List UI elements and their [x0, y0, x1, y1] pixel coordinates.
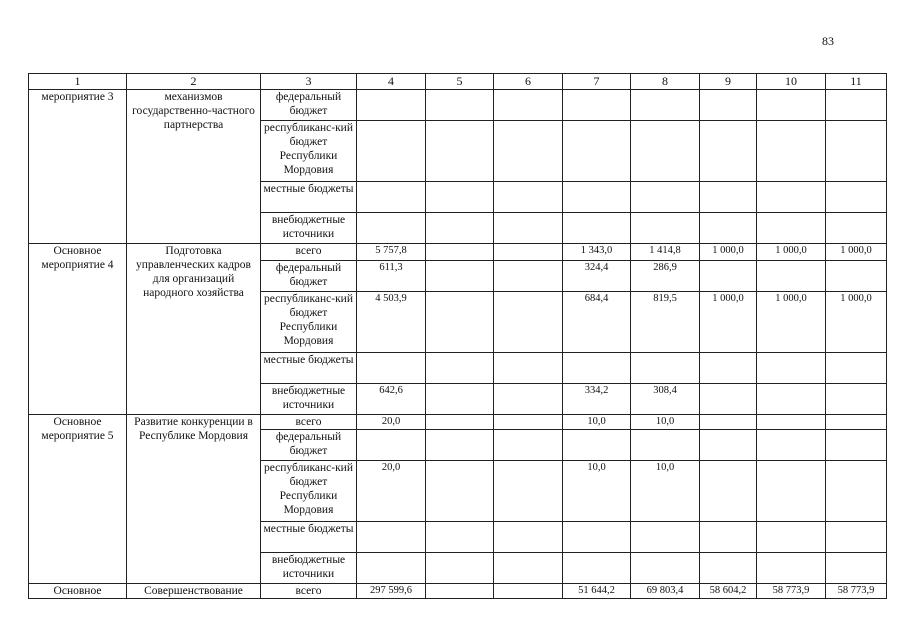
table-row [29, 415, 887, 430]
amount-cell-col-10 [757, 430, 826, 461]
table-row [29, 244, 887, 261]
funding-source-cell: республиканс-кий бюджет Республики Мордовия [261, 292, 357, 353]
amount-cell-col-5 [426, 522, 494, 553]
funding-source-cell: федеральный бюджет [261, 261, 357, 292]
amount-cell-col-10: 1 000,0 [757, 292, 826, 353]
amount-cell-col-7 [563, 553, 631, 584]
amount-cell-col-6 [494, 461, 563, 522]
amount-cell-col-4: 297 599,6 [357, 584, 426, 599]
amount-cell-col-5 [426, 353, 494, 384]
amount-cell-col-5 [426, 182, 494, 213]
amount-cell-col-5 [426, 121, 494, 182]
amount-cell-col-10 [757, 182, 826, 213]
activity-description-cell: Подготовка управленческих кадров для организаций народного хозяйства [127, 244, 261, 415]
header-cell: 3 [261, 74, 357, 90]
amount-cell-col-6 [494, 121, 563, 182]
amount-cell-col-5 [426, 461, 494, 522]
amount-cell-col-10 [757, 522, 826, 553]
activity-name-cell: Основное мероприятие 4 [29, 244, 127, 415]
amount-cell-col-11 [826, 430, 887, 461]
amount-cell-col-4: 5 757,8 [357, 244, 426, 261]
amount-cell-col-9 [700, 182, 757, 213]
amount-cell-col-8: 1 414,8 [631, 244, 700, 261]
amount-cell-col-4: 642,6 [357, 384, 426, 415]
amount-cell-col-10 [757, 261, 826, 292]
amount-cell-col-8 [631, 353, 700, 384]
amount-cell-col-4 [357, 90, 426, 121]
amount-cell-col-6 [494, 384, 563, 415]
amount-cell-col-6 [494, 415, 563, 430]
activity-description-cell: Совершенствование [127, 584, 261, 599]
amount-cell-col-10 [757, 461, 826, 522]
budget-table [28, 73, 887, 599]
amount-cell-col-6 [494, 584, 563, 599]
funding-source-cell: федеральный бюджет [261, 90, 357, 121]
amount-cell-col-4: 20,0 [357, 461, 426, 522]
amount-cell-col-4: 20,0 [357, 415, 426, 430]
amount-cell-col-5 [426, 244, 494, 261]
amount-cell-col-8: 308,4 [631, 384, 700, 415]
header-cell: 10 [757, 74, 826, 90]
amount-cell-col-7 [563, 182, 631, 213]
amount-cell-col-5 [426, 90, 494, 121]
table-row [29, 90, 887, 121]
header-cell: 7 [563, 74, 631, 90]
amount-cell-col-11 [826, 353, 887, 384]
amount-cell-col-4: 611,3 [357, 261, 426, 292]
amount-cell-col-11 [826, 261, 887, 292]
amount-cell-col-7 [563, 213, 631, 244]
amount-cell-col-11 [826, 182, 887, 213]
amount-cell-col-7: 10,0 [563, 415, 631, 430]
amount-cell-col-6 [494, 553, 563, 584]
activity-name-cell: мероприятие 3 [29, 90, 127, 244]
amount-cell-col-6 [494, 213, 563, 244]
amount-cell-col-5 [426, 384, 494, 415]
funding-source-cell: всего [261, 584, 357, 599]
amount-cell-col-9 [700, 384, 757, 415]
amount-cell-col-7 [563, 90, 631, 121]
amount-cell-col-7 [563, 522, 631, 553]
amount-cell-col-4 [357, 553, 426, 584]
amount-cell-col-4 [357, 213, 426, 244]
amount-cell-col-10: 58 773,9 [757, 584, 826, 599]
amount-cell-col-8: 10,0 [631, 415, 700, 430]
amount-cell-col-11: 58 773,9 [826, 584, 887, 599]
funding-source-cell: внебюджетные источники [261, 553, 357, 584]
amount-cell-col-10 [757, 353, 826, 384]
amount-cell-col-9: 1 000,0 [700, 292, 757, 353]
amount-cell-col-6 [494, 430, 563, 461]
amount-cell-col-8: 286,9 [631, 261, 700, 292]
amount-cell-col-5 [426, 261, 494, 292]
amount-cell-col-8 [631, 430, 700, 461]
amount-cell-col-9: 1 000,0 [700, 244, 757, 261]
amount-cell-col-6 [494, 353, 563, 384]
amount-cell-col-4 [357, 353, 426, 384]
activity-name-cell: Основное [29, 584, 127, 599]
amount-cell-col-10 [757, 415, 826, 430]
amount-cell-col-9 [700, 415, 757, 430]
amount-cell-col-6 [494, 522, 563, 553]
header-cell: 4 [357, 74, 426, 90]
amount-cell-col-10 [757, 121, 826, 182]
amount-cell-col-7: 684,4 [563, 292, 631, 353]
amount-cell-col-5 [426, 553, 494, 584]
header-cell: 5 [426, 74, 494, 90]
amount-cell-col-11 [826, 461, 887, 522]
amount-cell-col-10 [757, 213, 826, 244]
amount-cell-col-11 [826, 384, 887, 415]
amount-cell-col-5 [426, 213, 494, 244]
amount-cell-col-8 [631, 90, 700, 121]
header-cell: 2 [127, 74, 261, 90]
amount-cell-col-9 [700, 353, 757, 384]
amount-cell-col-7: 334,2 [563, 384, 631, 415]
amount-cell-col-9 [700, 461, 757, 522]
amount-cell-col-8 [631, 522, 700, 553]
amount-cell-col-7: 324,4 [563, 261, 631, 292]
amount-cell-col-6 [494, 182, 563, 213]
amount-cell-col-11 [826, 213, 887, 244]
funding-source-cell: местные бюджеты [261, 182, 357, 213]
amount-cell-col-9 [700, 553, 757, 584]
amount-cell-col-9 [700, 261, 757, 292]
amount-cell-col-11: 1 000,0 [826, 244, 887, 261]
amount-cell-col-8 [631, 182, 700, 213]
amount-cell-col-11 [826, 522, 887, 553]
funding-source-cell: внебюджетные источники [261, 384, 357, 415]
funding-source-cell: всего [261, 415, 357, 430]
amount-cell-col-4 [357, 430, 426, 461]
funding-source-cell: местные бюджеты [261, 353, 357, 384]
amount-cell-col-5 [426, 292, 494, 353]
amount-cell-col-7 [563, 353, 631, 384]
header-cell: 8 [631, 74, 700, 90]
amount-cell-col-7 [563, 121, 631, 182]
amount-cell-col-11 [826, 121, 887, 182]
funding-source-cell: федеральный бюджет [261, 430, 357, 461]
amount-cell-col-9 [700, 430, 757, 461]
header-cell: 6 [494, 74, 563, 90]
amount-cell-col-7 [563, 430, 631, 461]
amount-cell-col-7: 51 644,2 [563, 584, 631, 599]
amount-cell-col-9 [700, 522, 757, 553]
amount-cell-col-8 [631, 213, 700, 244]
amount-cell-col-11 [826, 415, 887, 430]
amount-cell-col-6 [494, 90, 563, 121]
activity-name-cell: Основное мероприятие 5 [29, 415, 127, 584]
amount-cell-col-9 [700, 213, 757, 244]
amount-cell-col-8: 819,5 [631, 292, 700, 353]
funding-source-cell: республиканс-кий бюджет Республики Мордовия [261, 461, 357, 522]
amount-cell-col-6 [494, 244, 563, 261]
amount-cell-col-11: 1 000,0 [826, 292, 887, 353]
activity-description-cell: механизмов государственно-частного партнерства [127, 90, 261, 244]
amount-cell-col-9: 58 604,2 [700, 584, 757, 599]
amount-cell-col-7: 10,0 [563, 461, 631, 522]
amount-cell-col-8 [631, 121, 700, 182]
funding-source-cell: всего [261, 244, 357, 261]
funding-source-cell: республиканс-кий бюджет Республики Мордовия [261, 121, 357, 182]
header-cell: 1 [29, 74, 127, 90]
funding-source-cell: местные бюджеты [261, 522, 357, 553]
amount-cell-col-10 [757, 553, 826, 584]
funding-source-cell: внебюджетные источники [261, 213, 357, 244]
amount-cell-col-5 [426, 430, 494, 461]
activity-description-cell: Развитие конкуренции в Республике Мордовия [127, 415, 261, 584]
amount-cell-col-4: 4 503,9 [357, 292, 426, 353]
header-row [29, 74, 887, 90]
amount-cell-col-6 [494, 261, 563, 292]
header-cell: 11 [826, 74, 887, 90]
amount-cell-col-8: 10,0 [631, 461, 700, 522]
amount-cell-col-9 [700, 90, 757, 121]
amount-cell-col-11 [826, 90, 887, 121]
amount-cell-col-5 [426, 584, 494, 599]
amount-cell-col-11 [826, 553, 887, 584]
amount-cell-col-4 [357, 182, 426, 213]
amount-cell-col-4 [357, 522, 426, 553]
amount-cell-col-8 [631, 553, 700, 584]
amount-cell-col-6 [494, 292, 563, 353]
amount-cell-col-10 [757, 90, 826, 121]
amount-cell-col-8: 69 803,4 [631, 584, 700, 599]
amount-cell-col-9 [700, 121, 757, 182]
amount-cell-col-10 [757, 384, 826, 415]
amount-cell-col-10: 1 000,0 [757, 244, 826, 261]
page-number: 83 [822, 34, 834, 48]
header-cell: 9 [700, 74, 757, 90]
table-row [29, 584, 887, 599]
amount-cell-col-5 [426, 415, 494, 430]
amount-cell-col-7: 1 343,0 [563, 244, 631, 261]
amount-cell-col-4 [357, 121, 426, 182]
